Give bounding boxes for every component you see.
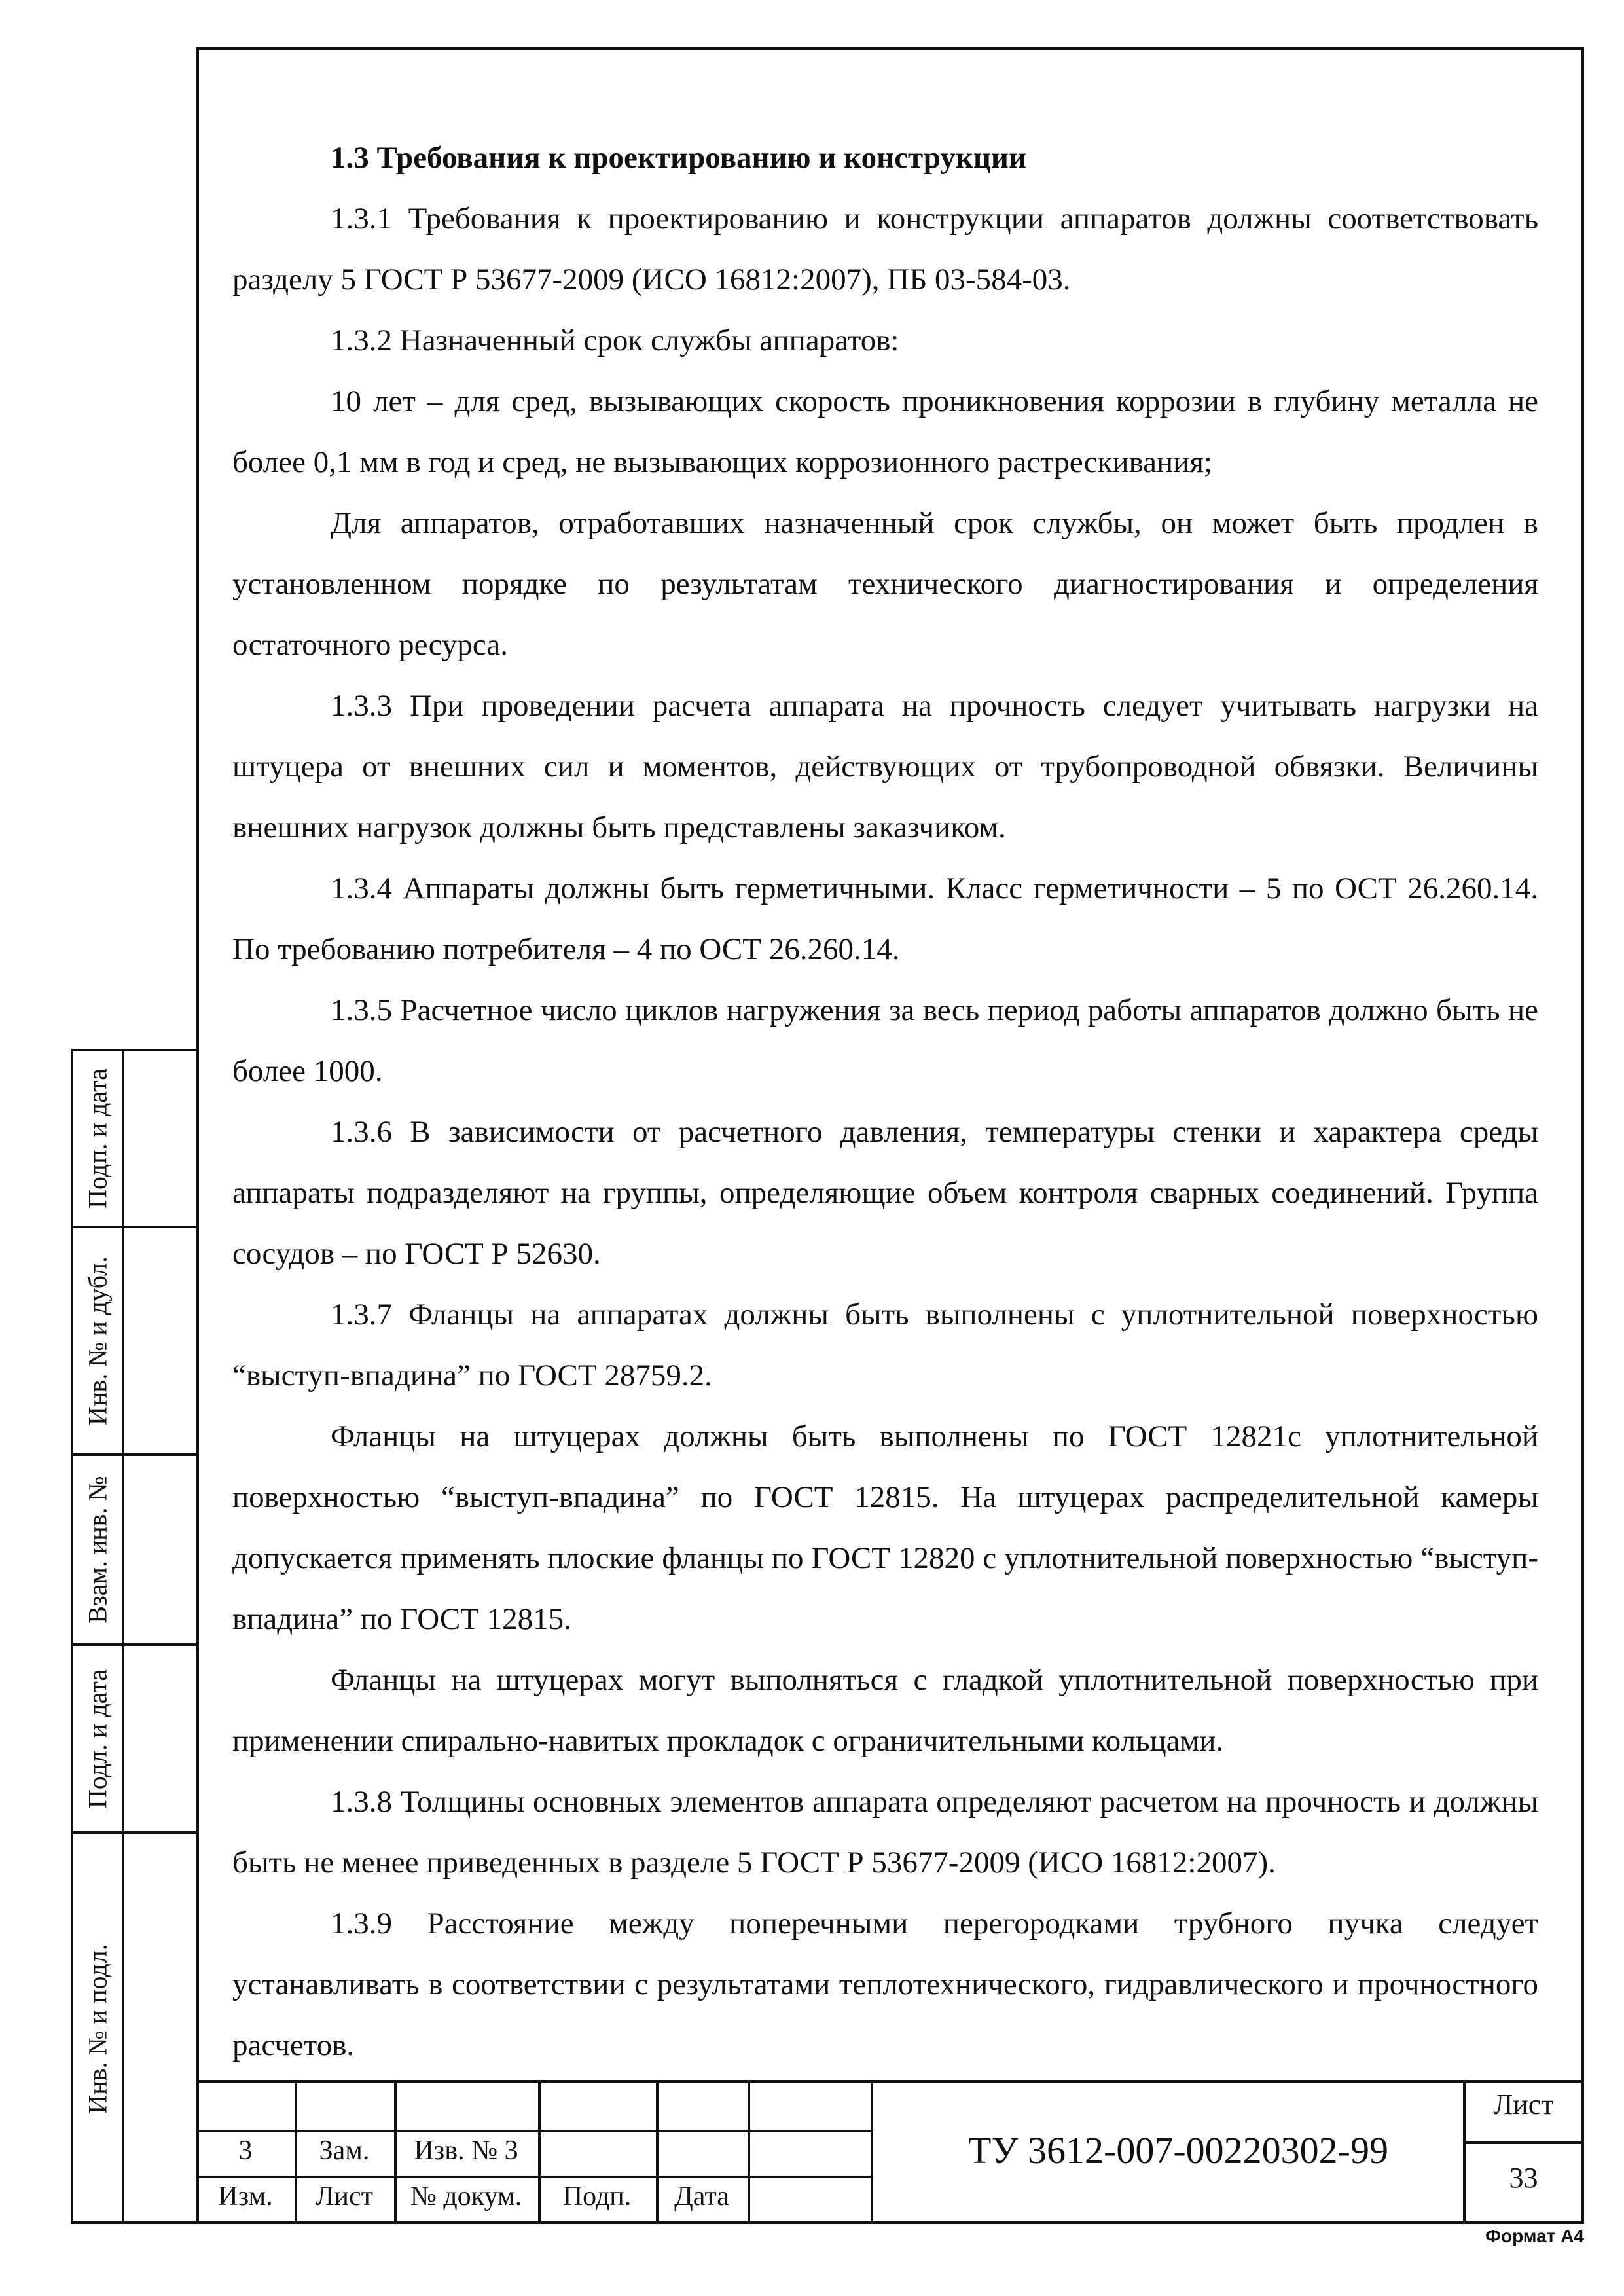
side-label: Инв. № и подл. [82,1944,113,2114]
paragraph-1-3-9: 1.3.9 Расстояние между поперечными перегородками трубного пучка следует устанавливать в соответствии с результатами теплотехнического, гидравлического и прочностного расчетов. [232,1906,1538,2062]
section-heading: 1.3 Требования к проектированию и конструкции [331,141,1027,175]
paragraph-1-3-8: 1.3.8 Толщины основных элементов аппарата определяют расчетом на прочность и должны быть не менее приведенных в разделе 5 ГОСТ Р 53677-2009 (ИСО 16812:2007). [232,1785,1538,1880]
format-label: Формат А4 [1485,2226,1584,2246]
paragraph-1-3-6: 1.3.6 В зависимости от расчетного давления, температуры стенки и характера среды аппараты подразделяют на группы, определяющие объем контроля сварных соединений. Группа сосудов – по ГОСТ Р 52630. [232,1115,1538,1271]
side-label: Инв. № и дубл. [82,1256,113,1425]
document-body [232,128,1538,2076]
side-label: Взам. инв. № [82,1476,113,1624]
change-number: 3 [238,2136,253,2166]
title-block [196,2080,1584,2224]
side-cell-signature-date [73,1051,196,1228]
paragraph-1-3-7: 1.3.7 Фланцы на аппаратах должны быть выполнены с уплотнительной поверхностью “выступ-впадина” по ГОСТ 28759.2. [232,1298,1538,1393]
header-izm: Изм. [218,2181,273,2212]
side-label: Подп. и дата [82,1068,113,1209]
header-data: Дата [674,2181,729,2212]
paragraph-service-extension: Для аппаратов, отработавших назначенный срок службы, он может быть продлен в установленном порядке по результатам технического диагностирования и определения остаточного ресурса. [232,506,1538,662]
change-type: Зам. [319,2136,370,2166]
side-cell-original-signature [73,1646,196,1834]
sheet-number: 33 [1509,2162,1538,2194]
paragraph-smooth-flanges: Фланцы на штуцерах могут выполняться с гладкой уплотнительной поверхностью при применении спирально-навитых прокладок с ограничительными кольцами. [232,1663,1538,1758]
paragraph-1-3-2: 1.3.2 Назначенный срок службы аппаратов: [331,323,899,357]
side-label: Подл. и дата [82,1669,113,1808]
paragraph-1-3-5: 1.3.5 Расчетное число циклов нагружения за весь период работы аппаратов должно быть не более 1000. [232,993,1538,1088]
sheet-label: Лист [1493,2088,1554,2121]
document-number: ТУ 3612-007-00220302-99 [968,2129,1388,2172]
side-stamp [71,1049,196,2224]
header-list: Лист [316,2181,373,2212]
paragraph-service-life: 10 лет – для сред, вызывающих скорость проникновения коррозии в глубину металла не более 0,1 мм в год и сред, не вызывающих коррозионного растрескивания; [232,384,1538,479]
paragraph-nozzle-flanges: Фланцы на штуцерах должны быть выполнены по ГОСТ 12821с уплотнительной поверхностью “выступ-впадина” по ГОСТ 12815. На штуцерах распределительной камеры допускается применять плоские фланцы по ГОСТ 12820 с уплотнительной поверхностью “выступ-впадина” по ГОСТ 12815. [232,1419,1538,1636]
paragraph-1-3-4: 1.3.4 Аппараты должны быть герметичными. Класс герметичности – 5 по ОСТ 26.260.14. По требованию потребителя – 4 по ОСТ 26.260.14. [232,871,1538,966]
side-cell-replace-inv [73,1456,196,1646]
paragraph-1-3-1: 1.3.1 Требования к проектированию и конструкции аппаратов должны соответствовать разделу 5 ГОСТ Р 53677-2009 (ИСО 16812:2007), ПБ 03-584-03. [232,202,1538,297]
side-cell-dup-inv [73,1228,196,1456]
header-dokum: № докум. [410,2181,522,2212]
notice-number: Изв. № 3 [414,2136,518,2166]
header-podp: Подп. [562,2181,632,2212]
side-cell-original-inv [73,1834,196,2224]
paragraph-1-3-3: 1.3.3 При проведении расчета аппарата на прочность следует учитывать нагрузки на штуцера от внешних сил и моментов, действующих от трубопроводной обвязки. Величины внешних нагрузок должны быть представлены заказчиком. [232,689,1538,845]
